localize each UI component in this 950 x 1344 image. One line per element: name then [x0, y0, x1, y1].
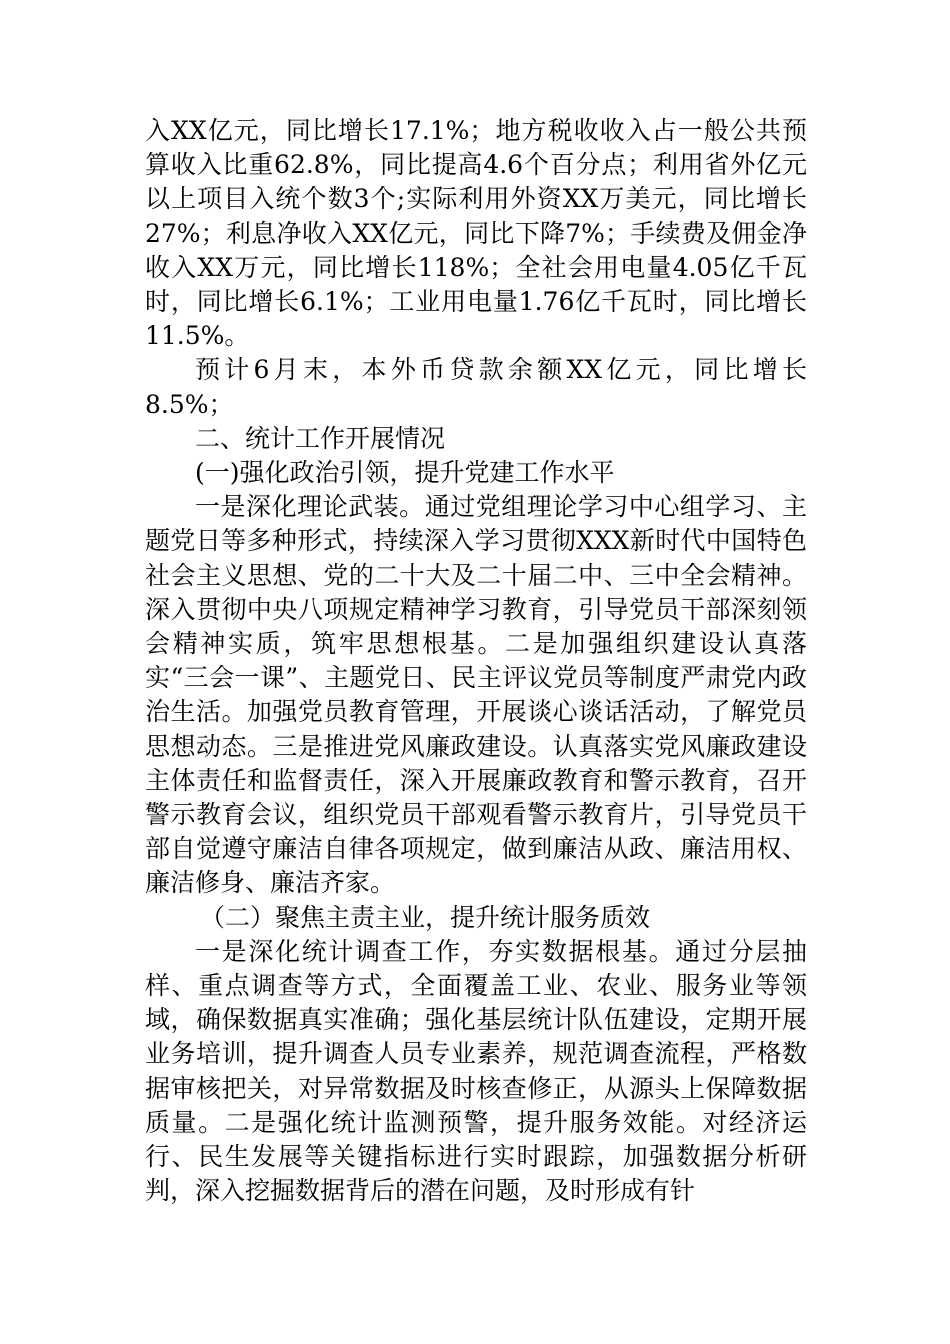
paragraph-statistical-survey: 一是深化统计调查工作，夯实数据根基。通过分层抽样、重点调查等方式，全面覆盖工业、农业、服务业等领域，确保数据真实准确；强化基层统计队伍建设，定期开展业务培训，提升调查人员专业素养，规范调查流程，严格数据审核把关，对异常数据及时核查修正，从源头上保障数据质量。二是强化统计监测预警，提升服务效能。对经济运行、民生发展等关键指标进行实时跟踪，加强数据分析研判，深入挖掘数据背后的潜在问题，及时形成有针 [145, 936, 807, 1206]
paragraph-party-building: 一是深化理论武装。通过党组理论学习中心组学习、主题党日等多种形式，持续深入学习贯彻XXX新时代中国特色社会主义思想、党的二十大及二十届二中、三中全会精神。深入贯彻中央八项规定精神学习教育，引导党员干部深刻领会精神实质，筑牢思想根基。二是加强组织建设认真落实“三会一课”、主题党日、民主评议党员等制度严肃党内政治生活。加强党员教育管理，开展谈心谈话活动，了解党员思想动态。三是推进党风廉政建设。认真落实党风廉政建设主体责任和监督责任，深入开展廉政教育和警示教育，召开警示教育会议，组织党员干部观看警示教育片，引导党员干部自觉遵守廉洁自律各项规定，做到廉洁从政、廉洁用权、廉洁修身、廉洁齐家。 [145, 492, 807, 898]
paragraph-economic-indicators: 入XX亿元，同比增长17.1%；地方税收收入占一般公共预算收入比重62.8%，同比提高4.6个百分点；利用省外亿元以上项目入统个数3个;实际利用外资XX万美元，同比增长27%；利息净收入XX亿元，同比下降7%；手续费及佣金净收入XX万元，同比增长118%；全社会用电量4.05亿千瓦时，同比增长6.1%；工业用电量1.76亿千瓦时，同比增长11.5%。 [145, 116, 807, 351]
subsection-heading-core-business: （二）聚焦主责主业，提升统计服务质效 [200, 902, 651, 932]
subsection-heading-political-guidance: (一)强化政治引领，提升党建工作水平 [195, 458, 615, 488]
document-body [145, 114, 807, 1209]
section-heading-statistics-work: 二、统计工作开展情况 [195, 423, 446, 453]
paragraph-loan-forecast: 预计6月末，本外币贷款余额XX亿元，同比增长8.5%； [145, 355, 807, 419]
